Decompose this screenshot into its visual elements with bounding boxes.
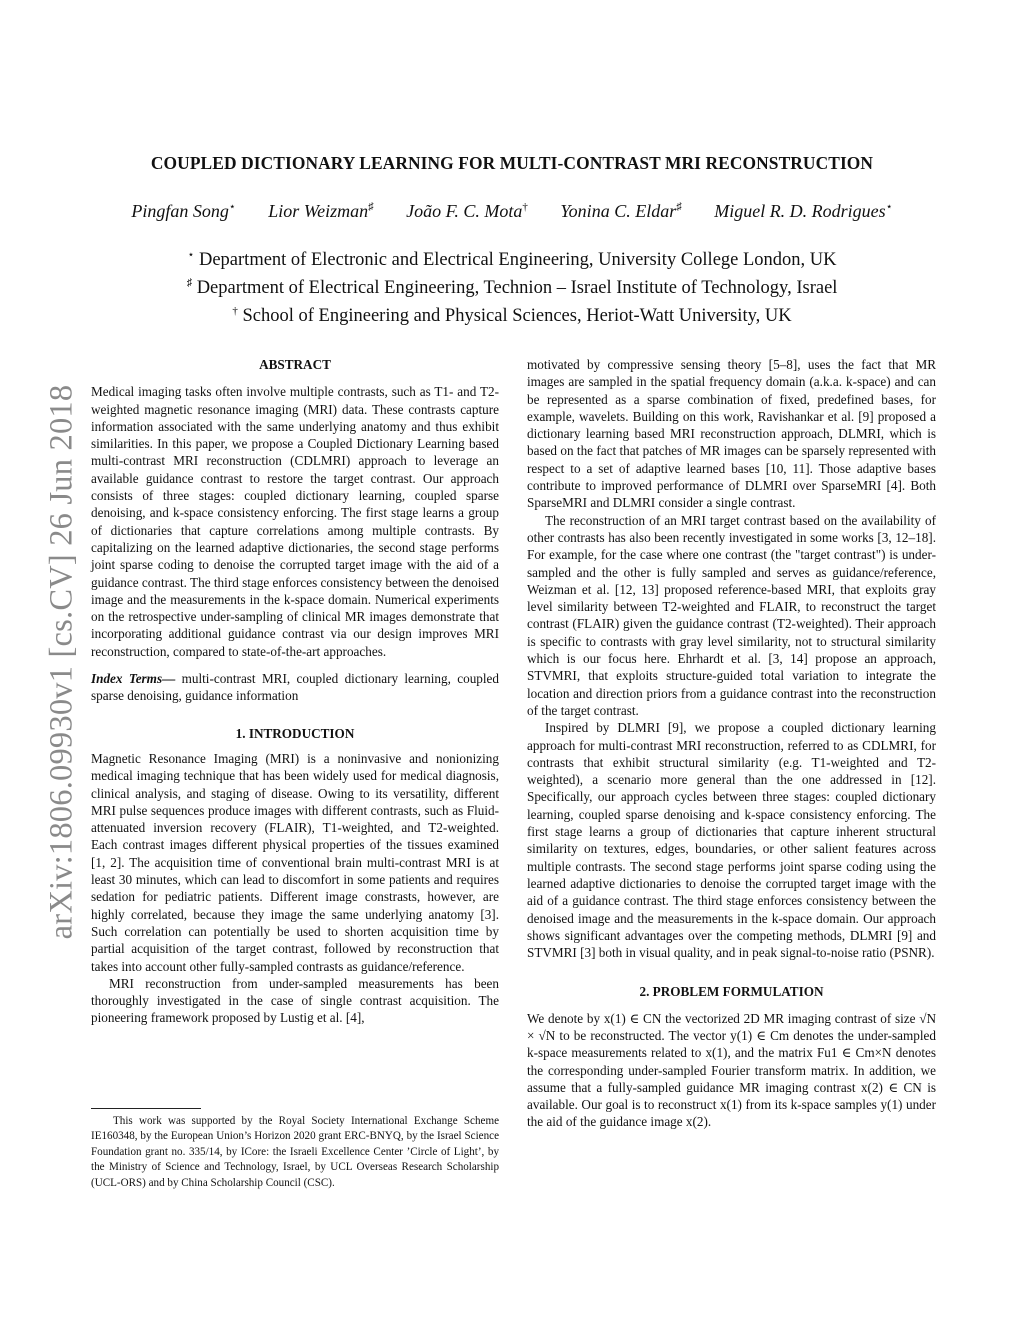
footnote-rule <box>91 1108 201 1109</box>
affiliation: ⋆ Department of Electronic and Electrical Engineering, University College London, UK <box>187 249 837 270</box>
problem-heading: 2. PROBLEM FORMULATION <box>639 984 824 1000</box>
author: Yonina C. Eldar♯ <box>560 201 682 221</box>
intro-paragraph-2-continued: motivated by compressive sensing theory [5–8], uses the fact that MR images are sampled in the spatial frequency domain (a.k.a. k-space) and can be represented as a sparse combination of fixed, predefined bases, for example, wavelets. Building on this work, Ravishankar et al. [9] proposed a dictionary learning based MRI reconstruction approach, DLMRI, which is based on the fact that patches of MR images can be sparsely represented with respect to a set of adaptive learned bases [10, 11]. Those adaptive bases contribute to improved performance of DLMRI over SparseMRI [4]. Both SparseMRI and DLMRI consider a single contrast. <box>527 357 936 511</box>
author: Pingfan Song⋆ <box>131 201 236 221</box>
affiliations <box>60 244 964 328</box>
intro-heading: 1. INTRODUCTION <box>235 725 355 741</box>
author: João F. C. Mota† <box>406 201 528 221</box>
author: Miguel R. D. Rodrigues⋆ <box>714 201 893 221</box>
paper-title: COUPLED DICTIONARY LEARNING FOR MULTI-CONTRAST MRI RECONSTRUCTION <box>150 153 874 173</box>
arxiv-stamp: arXiv:1806.09930v1 [cs.CV] 26 Jun 2018 <box>43 384 80 940</box>
problem-paragraph: We denote by x(1) ∈ CN the vectorized 2D MR imaging contrast of size √N × √N to be reconstructed. The vector y(1) ∈ Cm denotes the under-sampled k-space measurements related to x(1), and the matrix Fu1 ∈ Cm×N denotes the corresponding under-sampled Fourier transform matrix. In addition, we assume that a fully-sampled guidance MR imaging contrast x(2) ∈ CN is available. Our goal is to reconstruct x(1) from its k-space samples y(1) under the aid of the guidance image x(2). <box>527 1010 936 1130</box>
intro-paragraph-2: MRI reconstruction from under-sampled measurements has been thoroughly investigated in the case of single contrast acquisition. The pioneering framework proposed by Lustig et al. [4], <box>91 975 499 1026</box>
affiliation: † School of Engineering and Physical Sciences, Heriot-Watt University, UK <box>232 305 792 326</box>
intro-paragraph-3: The reconstruction of an MRI target contrast based on the availability of other contrasts has also been recently investigated in some works [3, 12–18]. For example, for the case where one contrast (the "target contrast") is under-sampled and the other is fully sampled and serves as guidance/reference, Weizman et al. [12, 13] proposed reference-based MRI, that exploits gray level similarity between T2-weighted and FLAIR, to reconstruct the target contrast (FLAIR) given the guidance contrast (T2-weighted). Their approach is specific to contrasts with gray level similarity, not to structural similarity which is our focus here. Ehrhardt et al. [3, 14] propose an approach, STVMRI, that exploits structure-guided total variation to integrate the location and direction priors from a guidance contrast into the reconstruction of the target contrast. <box>527 512 936 718</box>
abstract-body: Medical imaging tasks often involve multiple contrasts, such as T1- and T2-weighted magnetic resonance imaging (MRI) data. These contrasts capture information associated with the same underlying anatomy and thus exhibit similarities. In this paper, we propose a Coupled Dictionary Learning based multi-contrast MRI reconstruction (CDLMRI) approach to leverage an available guidance contrast to restore the target contrast. Our approach consists of three stages: coupled dictionary learning, coupled sparse denoising, and k-space consistency enforcing. The first stage learns a group of dictionaries that capture correlations among multiple contrasts. By capitalizing on the learned adaptive dictionaries, the second stage performs joint sparse coding to denoise the corrupted target image with the aid of a guidance contrast. The third stage enforces consistency between the denoised image and the measurements in the k-space domain. Numerical experiments on the retrospective under-sampling of clinical MR images demonstrate that incorporating additional guidance contrast via our design improves MRI reconstruction, compared to state-of-the-art approaches. <box>91 384 499 659</box>
right-column <box>527 356 936 1131</box>
index-terms <box>91 670 499 705</box>
author: Lior Weizman♯ <box>268 201 374 221</box>
funding-footnote: This work was supported by the Royal Society International Exchange Scheme IE160348, by the European Union’s Horizon 2020 grant ERC-BNYQ, by the Israel Science Foundation grant no. 335/14, by ICore: the Israeli Excellence Center ’Circle of Light’, by the Ministry of Science and Technology, Israel, by UCL Overseas Research Scholarship (UCL-ORS) and by China Scholarship Council (CSC). <box>91 1115 499 1189</box>
intro-paragraph-1: Magnetic Resonance Imaging (MRI) is a noninvasive and nonionizing medical imaging technique that has been widely used for medical diagnosis, clinical analysis, and staging of disease. Owing to its versatility, different MRI pulse sequences produce images with different contrasts, such as Fluid-attenuated inversion recovery (FLAIR), T1-weighted, and T2-weighted. Each contrast images different physical properties of the tissues examined [1, 2]. The acquisition time of conventional brain multi-contrast MRI is at least 30 minutes, which can lead to discomfort in some patients and requires sedation for pediatric patients. Different image constrasts, however, are highly correlated, because they image the same underlying anatomy [3]. Such correlation can potentially be used to shorten acquisition time by partial acquisition of the target contrast, followed by reconstruction that takes into account other fully-sampled contrasts as guidance/reference. <box>91 750 499 974</box>
author-list <box>80 200 944 222</box>
index-terms-text: multi-contrast MRI, coupled dictionary learning, coupled sparse denoising, guidance information <box>91 671 499 704</box>
abstract-heading: ABSTRACT <box>259 357 331 372</box>
affiliation: ♯ Department of Electrical Engineering, Technion – Israel Institute of Technology, Israel <box>186 277 838 298</box>
intro-paragraph-4: Inspired by DLMRI [9], we propose a coupled dictionary learning approach for multi-contrast MRI reconstruction, referred to as CDLMRI, for contrasts that exhibit structural similarity (e.g. T1-weighted and T2-weighted), a scenario more general than the one addressed in [12]. Specifically, our approach cycles between three stages: coupled dictionary learning, coupled sparse denoising and k-space consistency enforcing. The first stage learns a group of dictionaries that capture inherent structural similarity on textures, edges, boundaries, or other salient features across multiple contrasts. The second stage performs joint sparse coding using the learned adaptive dictionaries to denoise the corrupted target image with the aid of a guidance contrast. The third stage enforces consistency between the denoised image and the measurements in the k-space domain. Our approach shows significant advantages over the competing methods, DLMRI [9] and STVMRI [3] both in visual quality, and in peak signal-to-noise ratio (PSNR). <box>527 720 936 961</box>
index-terms-label: Index Terms— <box>91 671 176 687</box>
left-column <box>91 356 499 1027</box>
